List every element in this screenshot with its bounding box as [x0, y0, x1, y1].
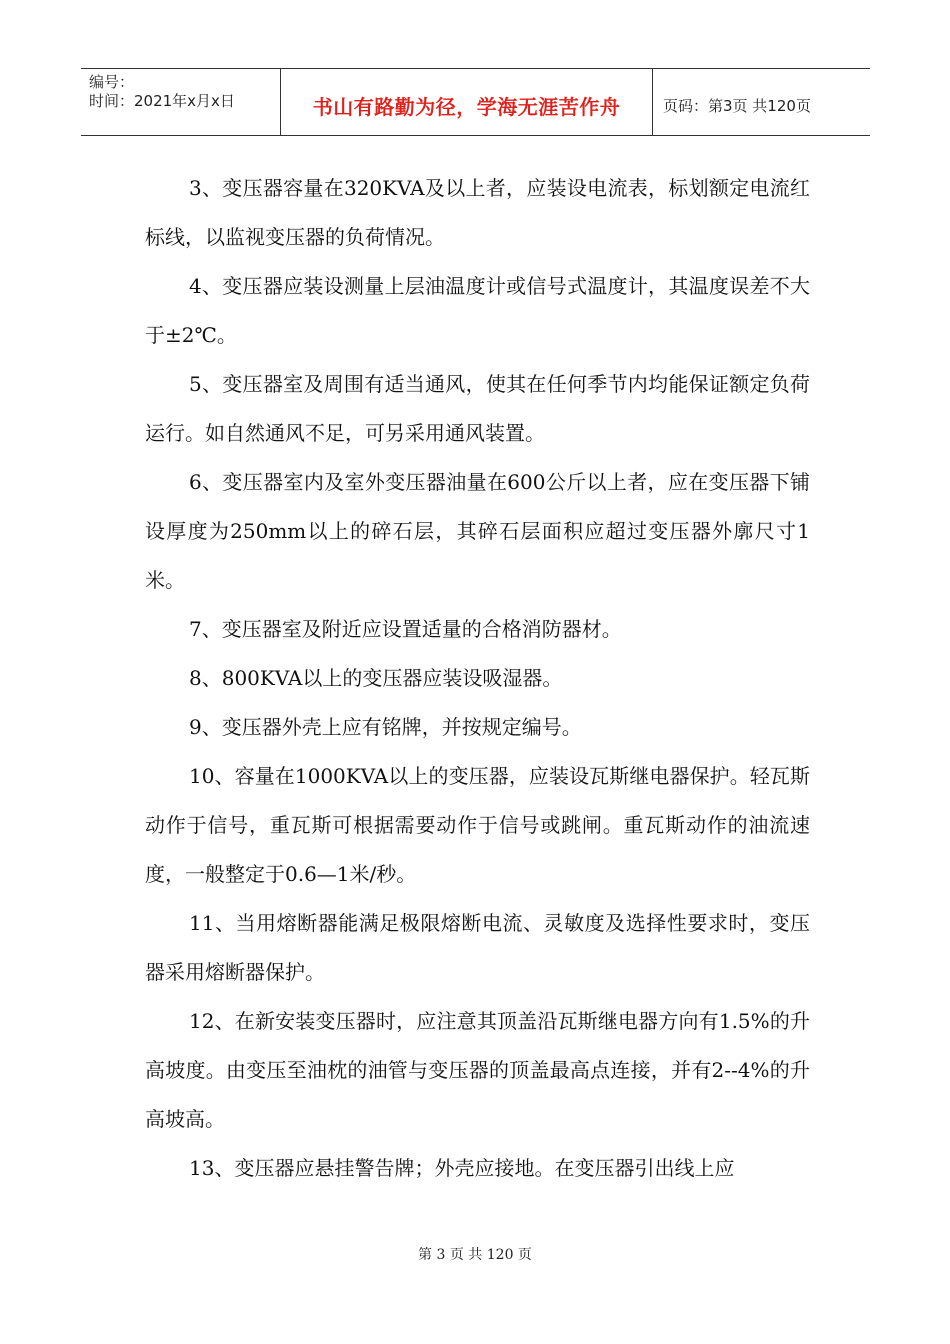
header-meta [81, 69, 281, 135]
paragraph-6: 6、变压器室内及室外变压器油量在600公斤以上者，应在变压器下铺设厚度为250mm以上的碎石层，其碎石层面积应超过变压器外廓尺寸1米。 [145, 470, 810, 592]
header-motto: 书山有路勤为径，学海无涯苦作舟 [281, 69, 653, 135]
paragraph-9: 9、变压器外壳上应有铭牌，并按规定编号。 [189, 715, 582, 739]
paragraph-12: 12、在新安装变压器时，应注意其顶盖沿瓦斯继电器方向有1.5%的升高坡度。由变压至油枕的油管与变压器的顶盖最高点连接，并有2--4%的升高坡高。 [145, 1009, 810, 1131]
paragraph-4: 4、变压器应装设测量上层油温度计或信号式温度计，其温度误差不大于±2℃。 [145, 274, 810, 347]
paragraph-8: 8、800KVA以上的变压器应装设吸湿器。 [189, 666, 563, 690]
paragraph-7: 7、变压器室及附近应设置适量的合格消防器材。 [189, 617, 622, 641]
time-label: 时间：2021年x月x日 [89, 92, 235, 110]
paragraph-11: 11、当用熔断器能满足极限熔断电流、灵敏度及选择性要求时，变压器采用熔断器保护。 [145, 911, 810, 984]
page-footer: 第 3 页 共 120 页 [418, 1247, 532, 1263]
paragraph-10: 10、容量在1000KVA以上的变压器，应装设瓦斯继电器保护。轻瓦斯动作于信号，重瓦斯可根据需要动作于信号或跳闸。重瓦斯动作的油流速度，一般整定于0.6—1米/秒。 [145, 764, 810, 886]
paragraph-5: 5、变压器室及周围有适当通风，使其在任何季节内均能保证额定负荷运行。如自然通风不足，可另采用通风装置。 [145, 372, 810, 445]
number-label: 编号： [89, 73, 135, 91]
page-header [81, 68, 870, 136]
header-page-info: 页码：第3页 共120页 [663, 96, 811, 115]
document-body [145, 164, 810, 1193]
paragraph-13: 13、变压器应悬挂警告牌；外壳应接地。在变压器引出线上应 [189, 1156, 735, 1180]
paragraph-3: 3、变压器容量在320KVA及以上者，应装设电流表，标划额定电流红标线，以监视变压器的负荷情况。 [145, 176, 810, 249]
